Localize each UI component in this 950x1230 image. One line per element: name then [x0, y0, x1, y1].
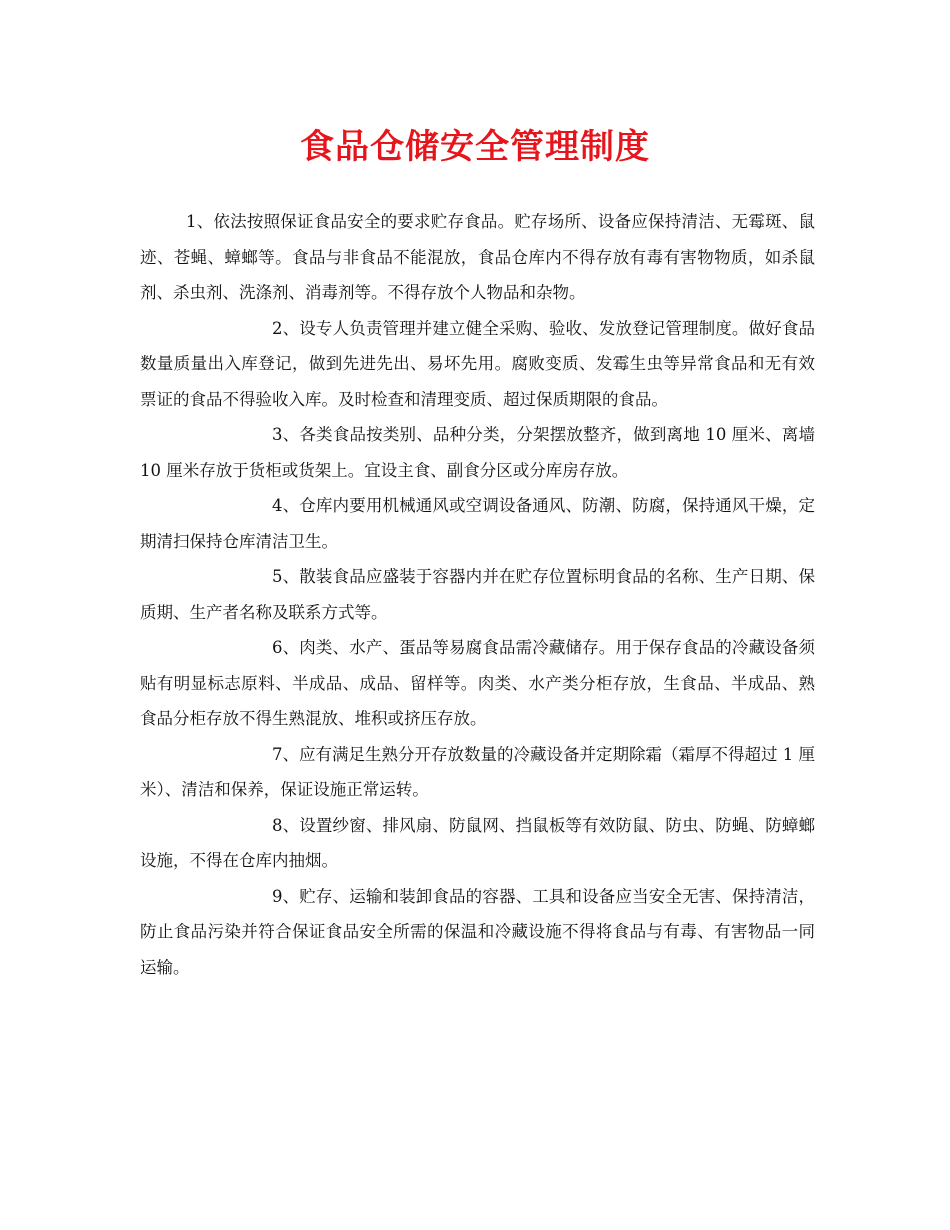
document-body [140, 204, 815, 985]
rule-paragraph-5: 5、散装食品应盛装于容器内并在贮存位置标明食品的名称、生产日期、保质期、生产者名称及联系方式等。 [140, 567, 815, 622]
rule-paragraph-1: 1、依法按照保证食品安全的要求贮存食品。贮存场所、设备应保持清洁、无霉斑、鼠迹、苍蝇、蟑螂等。食品与非食品不能混放，食品仓库内不得存放有毒有害物物质，如杀鼠剂、杀虫剂、洗涤剂、消毒剂等。不得存放个人物品和杂物。 [140, 212, 815, 302]
rule-paragraph-8: 8、设置纱窗、排风扇、防鼠网、挡鼠板等有效防鼠、防虫、防蝇、防蟑螂设施，不得在仓库内抽烟。 [140, 815, 815, 870]
rule-paragraph-2: 2、设专人负责管理并建立健全采购、验收、发放登记管理制度。做好食品数量质量出入库登记，做到先进先出、易坏先用。腐败变质、发霉生虫等异常食品和无有效票证的食品不得验收入库。及时检查和清理变质、超过保质期限的食品。 [140, 318, 815, 409]
rule-paragraph-6: 6、肉类、水产、蛋品等易腐食品需冷藏储存。用于保存食品的冷藏设备须贴有明显标志原料、半成品、成品、留样等。肉类、水产类分柜存放，生食品、半成品、熟食品分柜存放不得生熟混放、堆积或挤压存放。 [140, 638, 815, 728]
rule-paragraph-7: 7、应有满足生熟分开存放数量的冷藏设备并定期除霜（霜厚不得超过 1 厘米）、清洁和保养，保证设施正常运转。 [140, 744, 815, 799]
rule-paragraph-3: 3、各类食品按类别、品种分类，分架摆放整齐，做到离地 10 厘米、离墙 10 厘米存放于货柜或货架上。宜设主食、副食分区或分库房存放。 [140, 425, 815, 480]
document-title: 食品仓储安全管理制度 [300, 127, 650, 167]
rule-paragraph-9: 9、贮存、运输和装卸食品的容器、工具和设备应当安全无害、保持清洁，防止食品污染并符合保证食品安全所需的保温和冷藏设施不得将食品与有毒、有害物品一同运输。 [140, 886, 815, 977]
rule-paragraph-4: 4、仓库内要用机械通风或空调设备通风、防潮、防腐，保持通风干燥，定期清扫保持仓库清洁卫生。 [140, 496, 815, 551]
